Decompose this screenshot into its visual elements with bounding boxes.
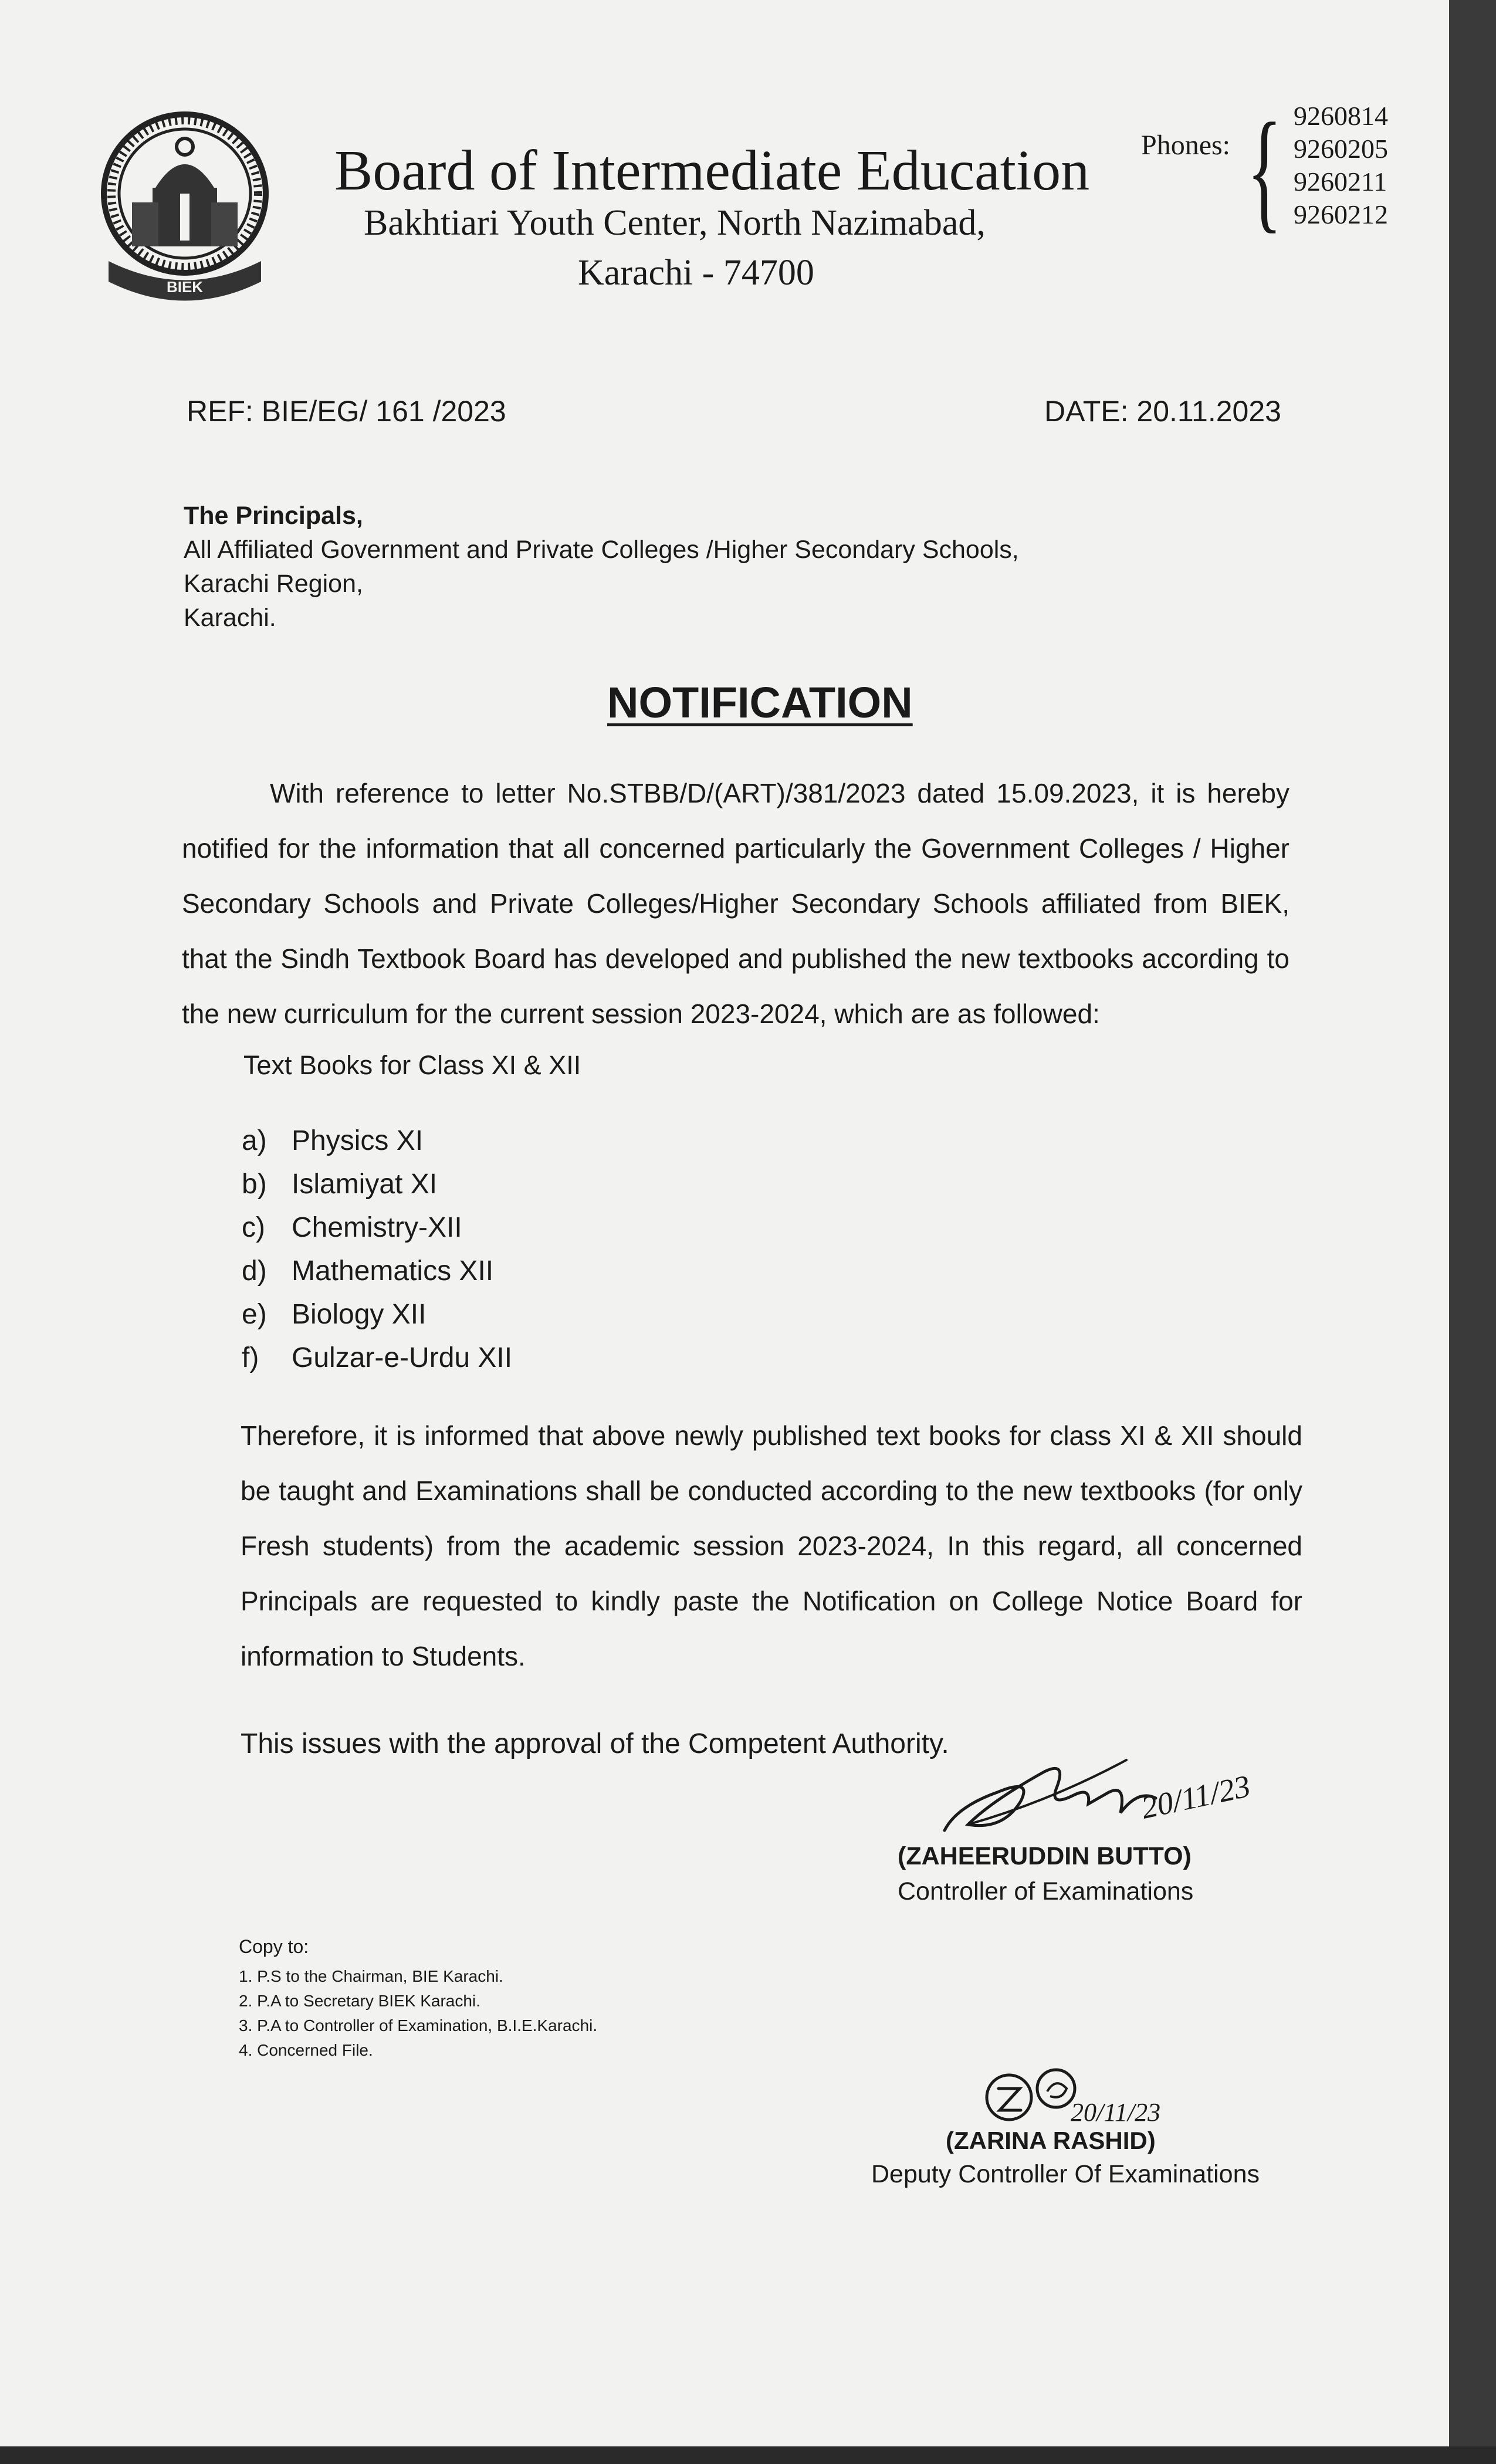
controller-signature <box>933 1737 1297 1854</box>
deputy-signature <box>974 2056 1185 2133</box>
phones-label: Phones: <box>1141 130 1231 161</box>
list-item: 3. P.A to Controller of Examination, B.I.E.Karachi. <box>239 2016 598 2035</box>
letter-date: DATE: 20.11.2023 <box>1044 395 1281 428</box>
book-title: Gulzar-e-Urdu XII <box>292 1342 513 1373</box>
phone-number: 9260205 <box>1294 134 1388 164</box>
list-item <box>242 1336 512 1380</box>
addressee-line: Karachi Region, <box>184 570 363 598</box>
phone-numbers <box>1294 100 1388 231</box>
address-line-1: Bakhtiari Youth Center, North Nazimabad, <box>364 203 986 243</box>
phone-number: 9260211 <box>1294 167 1387 197</box>
signature-date: 20/11/23 <box>1071 2098 1161 2127</box>
book-title: Physics XI <box>292 1125 424 1156</box>
list-marker: a) <box>242 1125 267 1156</box>
signature-date: 20/11/23 <box>1138 1768 1254 1826</box>
list-item <box>242 1250 512 1293</box>
address-line-2: Karachi - 74700 <box>578 253 814 293</box>
deputy-name: (ZARINA RASHID) <box>946 2127 1156 2154</box>
book-title: Mathematics XII <box>292 1255 494 1287</box>
list-item: 4. Concerned File. <box>239 2041 373 2059</box>
phone-number: 9260814 <box>1294 101 1388 131</box>
copy-to-list <box>239 1964 597 2063</box>
list-marker: d) <box>242 1255 267 1287</box>
book-title: Chemistry-XII <box>292 1212 462 1243</box>
list-item: 2. P.A to Secretary BIEK Karachi. <box>239 1992 480 2010</box>
paragraph-text: With reference to letter No.STBB/D/(ART)/381/2023 dated 15.09.2023, it is hereby notified for the information that all concerned particularly the Government Colleges / Higher Secondary Schools and Private Colleges/Higher Secondary Schools affiliated from BIEK, that the Sindh Textbook Board has developed and published the new textbooks according to the new curriculum for the current session 2023-2024, which are as followed: <box>182 778 1289 1029</box>
addressee-title: The Principals, <box>184 502 363 530</box>
list-item <box>242 1163 512 1206</box>
list-item <box>242 1119 512 1163</box>
reference-number: REF: BIE/EG/ 161 /2023 <box>187 395 506 428</box>
list-item: 1. P.S to the Chairman, BIE Karachi. <box>239 1967 503 1985</box>
list-marker: e) <box>242 1299 267 1330</box>
book-title: Biology XII <box>292 1299 427 1330</box>
addressee-block <box>184 499 1019 635</box>
list-marker: b) <box>242 1169 267 1200</box>
addressee-line: All Affiliated Government and Private Colleges /Higher Secondary Schools, <box>184 536 1019 564</box>
book-title: Islamiyat XI <box>292 1169 438 1200</box>
list-marker: f) <box>242 1342 259 1373</box>
organization-name: Board of Intermediate Education <box>334 139 1090 202</box>
controller-title: Controller of Examinations <box>898 1877 1194 1905</box>
scan-edge-bottom <box>0 2446 1496 2464</box>
addressee-line: Karachi. <box>184 604 276 632</box>
controller-name: (ZAHEERUDDIN BUTTO) <box>898 1842 1192 1870</box>
approval-statement: This issues with the approval of the Competent Authority. <box>241 1728 949 1759</box>
board-logo-seal <box>97 106 273 317</box>
paragraph-reference <box>182 766 1289 1041</box>
deputy-title: Deputy Controller Of Examinations <box>871 2160 1260 2188</box>
list-item <box>242 1206 512 1250</box>
book-list <box>242 1119 512 1380</box>
logo-text: BIEK <box>166 278 204 296</box>
book-list-heading: Text Books for Class XI & XII <box>243 1050 581 1080</box>
paragraph-instructions: Therefore, it is informed that above newly published text books for class XI & XII should be taught and Examinations shall be conducted according to the new textbooks (for only Fresh students) from the academic session 2023-2024, In this regard, all concerned Principals are requested to kindly paste the Notification on College Notice Board for information to Students. <box>241 1420 1302 1671</box>
phone-number: 9260212 <box>1294 199 1388 229</box>
scan-edge-right <box>1449 0 1496 2464</box>
copy-to-heading: Copy to: <box>239 1936 309 1957</box>
brace-icon: { <box>1247 95 1282 245</box>
list-item <box>242 1293 512 1336</box>
list-marker: c) <box>242 1212 265 1243</box>
notification-title: NOTIFICATION <box>607 678 913 727</box>
